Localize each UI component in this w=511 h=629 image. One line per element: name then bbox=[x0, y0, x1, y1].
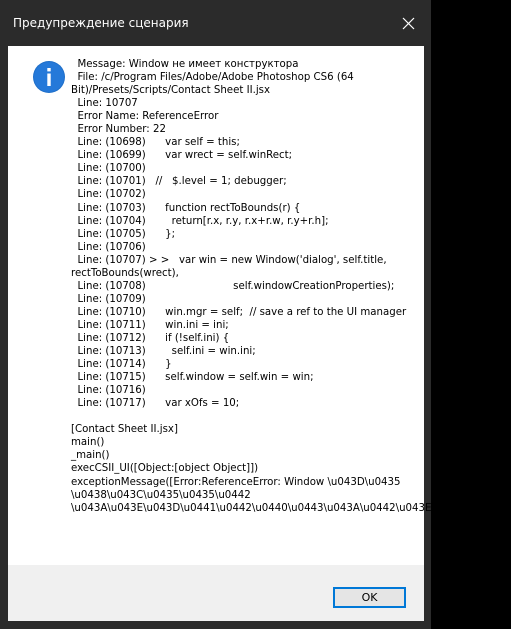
message-line: Line: (10716) bbox=[71, 385, 146, 397]
ok-button[interactable]: OK bbox=[333, 587, 406, 608]
message-line: Message: Window не имеет конструктора bbox=[71, 59, 299, 70]
message-line: Line: (10712) if (!self.ini) { bbox=[71, 332, 230, 344]
message-line: Line: (10698) var self = this; bbox=[71, 137, 240, 149]
message-line: File: /c/Program Files/Adobe/Adobe Photoshop CS6 (64 Bit)/Presets/Scripts/Contact Sheet II.jsx bbox=[71, 72, 358, 97]
message-line: Line: (10700) bbox=[71, 163, 146, 175]
message-line: Line: (10711) win.ini = ini; bbox=[71, 319, 229, 331]
message-line bbox=[71, 410, 421, 423]
message-line: exceptionMessage([Error:ReferenceError: Window \u043D\u0435 \u0438\u043C\u0435\u0435\u0442 \u043A\u043E\u043D\u0441\u0442\u0440\u0443\u043A\u0442\u043E\u0440\u0430]) bbox=[71, 476, 511, 514]
error-message bbox=[71, 58, 511, 515]
info-icon bbox=[32, 60, 66, 94]
message-line: Line: (10701) // $.level = 1; debugger; bbox=[71, 176, 287, 188]
dialog-title: Предупреждение сценария bbox=[13, 16, 189, 30]
message-line: Line: (10715) self.window = self.win = win; bbox=[71, 372, 314, 384]
close-icon bbox=[402, 17, 415, 30]
message-line: Line: (10705) }; bbox=[71, 228, 176, 240]
message-line: Line: (10717) var xOfs = 10; bbox=[71, 398, 240, 410]
message-line: Line: (10707) > > var win = new Window('dialog', self.title, rectToBounds(wrect), bbox=[71, 254, 390, 279]
message-line: Line: (10709) bbox=[71, 293, 146, 305]
message-line: _main() bbox=[71, 450, 110, 462]
message-line: execCSII_UI([Object:[object Object]]) bbox=[71, 463, 259, 475]
message-line: Error Name: ReferenceError bbox=[71, 111, 219, 123]
close-button[interactable] bbox=[385, 0, 431, 46]
message-line: main() bbox=[71, 437, 105, 449]
button-bar bbox=[8, 565, 424, 621]
message-line: Line: (10699) var wrect = self.winRect; bbox=[71, 150, 293, 162]
message-line: Line: (10706) bbox=[71, 241, 146, 253]
message-line: Line: (10704) return[r.x, r.y, r.x+r.w, r.y+r.h]; bbox=[71, 215, 329, 227]
dialog-body bbox=[8, 46, 511, 565]
message-line: Line: 10707 bbox=[71, 98, 138, 110]
message-line: Line: (10710) win.mgr = self; // save a ref to the UI manager bbox=[71, 306, 407, 318]
title-bar bbox=[0, 0, 431, 46]
message-line: Line: (10708) self.windowCreationProperties); bbox=[71, 280, 395, 292]
message-line: Line: (10703) function rectToBounds(r) { bbox=[71, 202, 301, 214]
message-line: Error Number: 22 bbox=[71, 124, 166, 136]
message-line: [Contact Sheet II.jsx] bbox=[71, 424, 178, 436]
message-line: Line: (10713) self.ini = win.ini; bbox=[71, 346, 256, 358]
message-line: Line: (10702) bbox=[71, 189, 146, 201]
message-line: Line: (10714) } bbox=[71, 359, 172, 371]
